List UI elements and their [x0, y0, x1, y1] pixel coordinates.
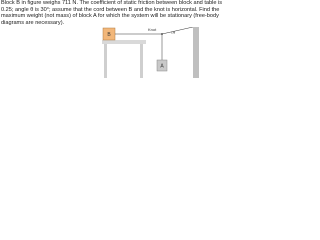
table-top [102, 40, 146, 44]
block-a-label: A [160, 63, 164, 70]
table-leg-left [104, 44, 107, 78]
problem-line-2: 0.25; angle θ is 30°; assume that the cord between B and the knot is horizontal. Find the [1, 6, 220, 13]
problem-line-4: diagrams are necessary). [1, 20, 65, 27]
problem-line-3: maximum weight (not mass) of block A for which the system will be stationary (free-body [1, 13, 219, 20]
knot-label: Knot [148, 27, 157, 32]
table-leg-right [140, 44, 143, 78]
problem-line-1: Block B in figure weighs 711 N. The coefficient of static friction between block and table is [1, 0, 223, 6]
problem-statement [1, 0, 223, 27]
problem-figure [100, 27, 199, 78]
angle-label: θ [173, 29, 176, 35]
knot [161, 33, 163, 35]
cord-to-wall [162, 27, 193, 34]
figure-drawing [100, 27, 199, 78]
wall [193, 27, 199, 78]
block-b-label: B [107, 32, 111, 38]
